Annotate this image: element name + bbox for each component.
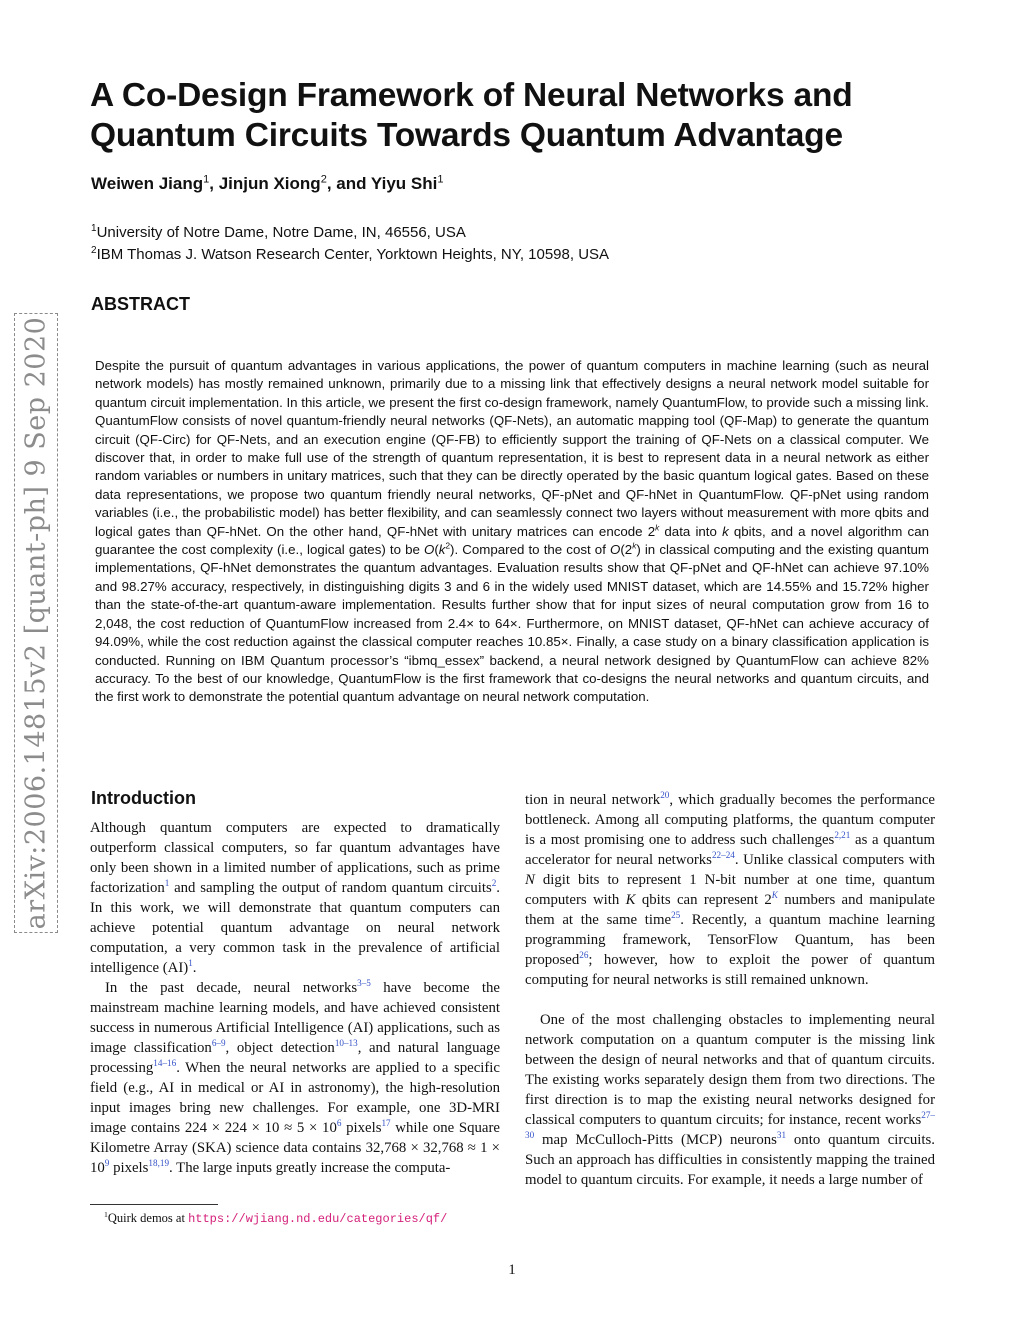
author-separator: , and <box>326 174 371 193</box>
introduction-heading: Introduction <box>91 788 196 808</box>
affiliation-text: IBM Thomas J. Watson Research Center, Yorktown Heights, NY, 10598, USA <box>96 246 610 263</box>
footnote-link[interactable]: https://wjiang.nd.edu/categories/qf/ <box>188 1212 448 1226</box>
footnote-text: Quirk demos at <box>107 1211 189 1225</box>
body-paragraph: tion in neural network$^{20}$, which gradually becomes the performance bottleneck. Among all computing platforms, the quantum computer is a most promising one to address such challenges$^{2,21}$ as a quantum accelerator for neural networks$^{22-24}$. Unlike classical computers with N digit bits to represent 1 N-bit number at one time, quantum computers with K qbits can represent $2^K$ numbers and manipulate them at the same time$^{25}$. Recently, a quantum machine learning programming framework, TensorFlow Quantum, has been proposed$^{26}$; however, how to exploit the power of quantum computing for neural networks is still remained unknown. <box>525 790 935 988</box>
author-name: Jinjun Xiong <box>218 174 321 193</box>
author-list <box>91 174 443 194</box>
author-affil-mark: 1 <box>437 173 444 186</box>
author-name: Weiwen Jiang <box>91 174 204 193</box>
abstract-heading: ABSTRACT <box>91 294 190 314</box>
arxiv-identifier-text: arXiv:2006.14815v2 [quant-ph] 9 Sep 2020 <box>20 316 52 930</box>
author-separator: , <box>209 174 219 193</box>
affiliation <box>91 244 609 266</box>
right-column <box>525 790 935 1190</box>
title-line-1: A Co-Design Framework of Neural Networks and <box>90 77 853 114</box>
body-paragraph: Although quantum computers are expected to dramatically outperform classical computers, so far quantum advantages have only been shown in a limited number of applications, such as prime factorization$^1$ and sampling the output of random quantum circuits$^2$. In this work, we will demonstrate that quantum computers can achieve potential quantum advantage on neural network computation, a very common task in the prevalence of artificial intelligence (AI)$^1$. <box>90 820 500 976</box>
abstract-body: Despite the pursuit of quantum advantages in various applications, the power of quantum computers in machine learning (such as neural network models) has mostly remained unknown, primarily due to a missing link that effectively designs a neural network model suitable for quantum circuit implementation. In this article, we present the first co-design framework, namely QuantumFlow, to provide such a missing link. QuantumFlow consists of novel quantum-friendly neural networks (QF-Nets), an automatic mapping tool (QF-Map) to generate the quantum circuit (QF-Circ) for QF-Nets, and an execution engine (QF-FB) to efficiently support the training of QF-Nets on a classical computer. We discover that, in order to make full use of the strength of quantum representation, it is best to represent data in a neural network as either random variables or numbers in unitary matrices, such that they can be directly operated by the basic quantum logical gates. Based on these data representations, we propose two quantum friendly neural networks, QF-pNet and QF-hNet in QuantumFlow. QF-pNet using random variables (i.e., the probabilistic model) has better flexibility, and can seamlessly connect two layers without measurement with more qbits and logical gates than QF-hNet. On the other hand, QF-hNet with unitary matrices can encode 2$^k$ data into k qbits, and a novel algorithm can guarantee the cost complexity (i.e., logical gates) to be $O(k^2)$. Compared to the cost of O(2$^k$) in classical computing and the existing quantum implementations, QF-hNet demonstrates the quantum advantages. Evaluation results show that QF-pNet and QF-hNet can achieve 97.10% and 98.27% accuracy, respectively, in distinguishing digits 3 and 6 in the widely used MNIST dataset, which are 14.55% and 15.72% higher than the state-of-the-art quantum-aware implementation. Results further show that for input sizes of neural computation grow from 16 to 2,048, the cost reduction of QuantumFlow increased from 2.4× to 64×. Furthermore, on MNIST dataset, QF-hNet can achieve accuracy of 94.09%, while the cost reduction against the classical computer reaches 10.85×. Finally, a case study on a binary classification application is conducted. Running on IBM Quantum processor’s “ibmq_essex” backend, a neural network designed by QuantumFlow can achieve 82% accuracy. To the best of our knowledge, QuantumFlow is the first framework that co-designs the neural networks and quantum circuits, and the first work to demonstrate the potential quantum advantage on neural network computation. <box>95 358 930 705</box>
left-column <box>90 818 500 1178</box>
footnote-divider <box>90 1204 218 1205</box>
affiliation-text: University of Notre Dame, Notre Dame, IN, 46556, USA <box>96 224 466 241</box>
body-paragraph: In the past decade, neural networks$^{3-5}$ have become the mainstream machine learning models, and have achieved consistent success in numerous Artificial Intelligence (AI) applications, such as image classification$^{6-9}$, object detection$^{10-13}$, and natural language processing$^{14-16}$. When the neural networks are applied to a specific field (e.g., AI in medical or AI in astronomy), the high-resolution input images bring new challenges. For example, one 3D-MRI image contains $224 \times 224 \times 10 \approx 5 \times 10^6$ pixels$^{17}$ while one Square Kilometre Array (SKA) science data contains $32,768 \times 32,768 \approx 1 \times 10^9$ pixels$^{18,19}$. The large inputs greatly increase the computa- <box>90 978 501 1176</box>
affiliation-mark: 1 <box>91 223 97 234</box>
affiliation <box>91 222 609 244</box>
arxiv-identifier <box>14 313 58 933</box>
affiliation-mark: 2 <box>91 245 97 256</box>
footnote-mark: 1 <box>104 1209 108 1219</box>
author-name: Yiyu Shi <box>370 174 438 193</box>
author-affil-mark: 2 <box>320 173 327 186</box>
author-affil-mark: 1 <box>203 173 210 186</box>
footnote <box>104 1211 447 1226</box>
body-paragraph: One of the most challenging obstacles to implementing neural network computation on a quantum computer is the missing link between the design of neural networks and that of quantum circuits. The existing works separately design them from two directions. The first direction is to map the existing neural networks designed for classical computers to quantum circuits; for instance, recent works$^{27-30}$ map McCulloch-Pitts (MCP) neurons$^{31}$ onto quantum circuits. Such an approach has difficulties in consistently mapping the trained model to quantum circuits. For example, it needs a large number of <box>525 1012 935 1188</box>
title-line-2: Quantum Circuits Towards Quantum Advantage <box>90 117 843 154</box>
page-number: 1 <box>508 1262 516 1278</box>
paper-title <box>90 76 950 156</box>
affiliations <box>91 222 609 266</box>
